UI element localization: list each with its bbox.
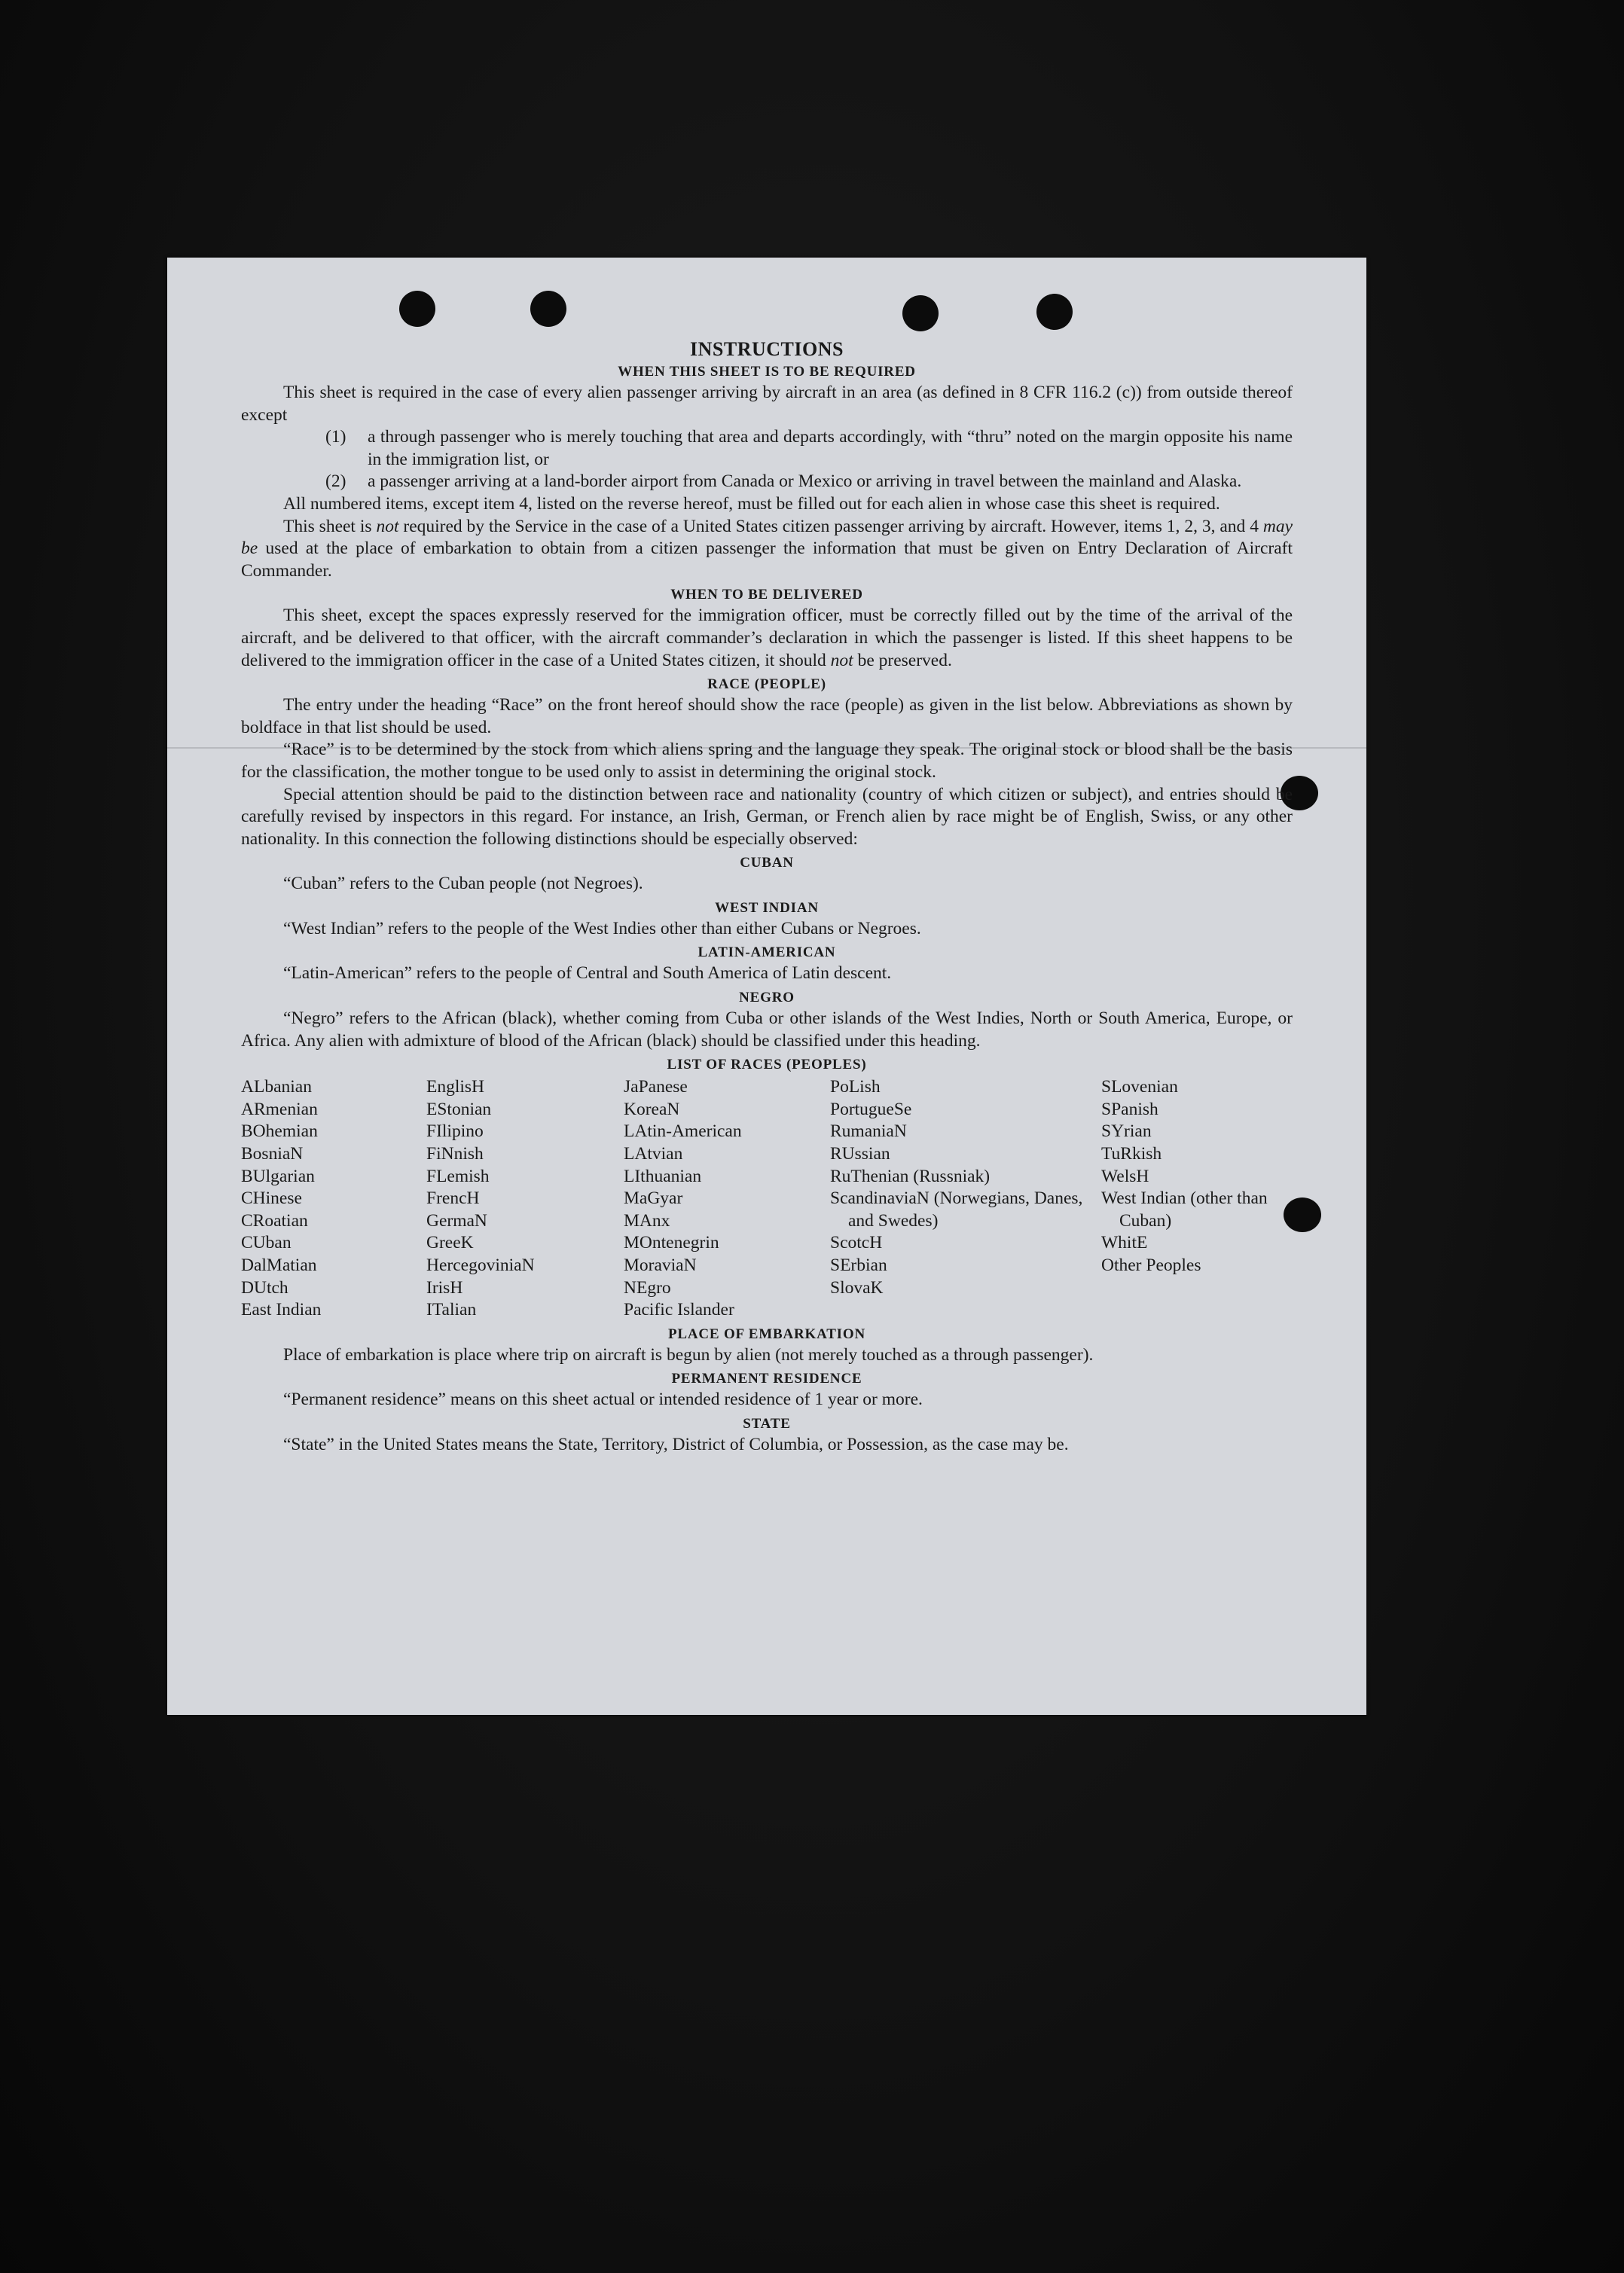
- section-heading-west-indian: WEST INDIAN: [715, 899, 819, 916]
- text-run: used at the place of embarkation to obtain from a citizen passenger the information that must be given on Entry Declaration of Aircraft Commander.: [241, 539, 1293, 581]
- race-entry: MAnx: [624, 1210, 670, 1231]
- section-heading-when-delivered: WHEN TO BE DELIVERED: [670, 587, 863, 603]
- section-heading-permanent-residence: PERMANENT RESIDENCE: [671, 1371, 862, 1387]
- race-entry: DalMatian: [241, 1255, 317, 1275]
- race-entry: GreeK: [426, 1233, 474, 1253]
- list-item: [241, 471, 1293, 493]
- race-entry: KoreaN: [624, 1099, 680, 1119]
- race-entry: IrisH: [426, 1277, 463, 1298]
- race-entry: MoraviaN: [624, 1255, 697, 1275]
- race-entry: East Indian: [241, 1300, 322, 1320]
- races-column: [1101, 1076, 1293, 1322]
- paragraph: “Latin-American” refers to the people of Central and South America of Latin descent.: [283, 963, 892, 984]
- item-number: (1): [325, 427, 346, 447]
- race-entry: ITalian: [426, 1300, 477, 1320]
- section-heading-race: RACE (PEOPLE): [707, 676, 826, 693]
- race-entry: BosniaN: [241, 1144, 304, 1164]
- race-entry: FLemish: [426, 1166, 490, 1186]
- section-heading-latin-american: LATIN-AMERICAN: [698, 944, 836, 961]
- instruction-sheet: [167, 258, 1366, 1715]
- paragraph: The entry under the heading “Race” on the front hereof should show the race (people) as given in the list below. Abbreviations as shown by boldface in that list should be used.: [241, 695, 1293, 737]
- race-entry: RumaniaN: [830, 1121, 907, 1142]
- paragraph: [241, 516, 1293, 583]
- punch-hole: [902, 295, 939, 331]
- race-entry: SPanish: [1101, 1099, 1158, 1119]
- paragraph: “Negro” refers to the African (black), whether coming from Cuba or other islands of the West Indies, North or South America, Europe, or Africa. Any alien with admixture of blood of the African (black) should be classified under this heading.: [241, 1008, 1293, 1051]
- race-entry: EnglisH: [426, 1077, 485, 1097]
- race-entry: TuRkish: [1101, 1144, 1162, 1164]
- paragraph: All numbered items, except item 4, listed on the reverse hereof, must be filled out for each alien in whose case this sheet is required.: [283, 493, 1220, 514]
- section-heading-when-required: WHEN THIS SHEET IS TO BE REQUIRED: [618, 364, 916, 380]
- paragraph: Special attention should be paid to the distinction between race and nationality (country of which citizen or subject), and entries should be carefully revised by inspectors in this regard. For instance, an Irish, German, or French alien by race might be of English, Swiss, or any other nationality. In this connection the following distinctions should be especially observed:: [241, 784, 1293, 849]
- race-entry: ALbanian: [241, 1077, 312, 1097]
- item-number: (2): [325, 471, 346, 492]
- races-column: [241, 1076, 426, 1322]
- paragraph: “State” in the United States means the State, Territory, District of Columbia, or Possession, as the case may be.: [283, 1434, 1069, 1454]
- paragraph: This sheet is required in the case of every alien passenger arriving by aircraft in an area (as defined in 8 CFR 116.2 (c)) from outside thereof except: [241, 383, 1293, 425]
- race-entry: RuThenian (Russniak): [830, 1166, 991, 1186]
- punch-hole: [1036, 294, 1073, 330]
- paragraph: [241, 605, 1293, 672]
- race-entry: FIlipino: [426, 1121, 484, 1142]
- race-entry: NEgro: [624, 1277, 671, 1298]
- emphasis: not: [830, 650, 853, 670]
- paragraph: “Race” is to be determined by the stock from which aliens spring and the language they speak. The original stock or blood shall be the basis for the classification, the mother tongue to be used only to assist in determining the original stock.: [241, 740, 1293, 782]
- race-entry: WelsH: [1101, 1166, 1149, 1186]
- race-entry: PortugueSe: [830, 1099, 912, 1119]
- race-entry: ARmenian: [241, 1099, 318, 1119]
- race-entry: RUssian: [830, 1144, 890, 1164]
- emphasis: not: [376, 516, 399, 536]
- item-text: a through passenger who is merely touching that area and departs accordingly, with “thru” noted on the margin opposite his name in the immigration list, or: [368, 427, 1293, 469]
- race-entry: LAtin-American: [624, 1121, 742, 1142]
- text-run: be preserved.: [853, 650, 952, 670]
- text-run: required by the Service in the case of a United States citizen passenger arriving by aircraft. However, items 1, 2, 3, and 4: [398, 516, 1263, 536]
- race-entry: West Indian (other than Cuban): [1101, 1188, 1268, 1231]
- race-entry: Pacific Islander: [624, 1300, 734, 1320]
- race-entry: SlovaK: [830, 1277, 884, 1298]
- race-entry: SErbian: [830, 1255, 887, 1275]
- race-entry: ScandinaviaN (Norwegians, Danes, and Swedes): [830, 1188, 1083, 1231]
- section-heading-state: STATE: [743, 1415, 791, 1432]
- instructions-content: [241, 337, 1293, 1457]
- paragraph: “Cuban” refers to the Cuban people (not Negroes).: [283, 874, 643, 894]
- text-run: This sheet, except the spaces expressly reserved for the immigration officer, must be correctly filled out by the time of the arrival of the aircraft, and be delivered to that officer, with the aircraft commander’s declaration in which the passenger is listed. If this sheet happens to be delivered to the immigration officer in the case of a United States citizen, it should: [241, 606, 1293, 670]
- race-entry: LIthuanian: [624, 1166, 702, 1186]
- race-entry: EStonian: [426, 1099, 492, 1119]
- race-entry: CUban: [241, 1233, 292, 1253]
- section-heading-list-of-races: LIST OF RACES (PEOPLES): [667, 1057, 867, 1073]
- race-entry: JaPanese: [624, 1077, 688, 1097]
- text-run: This sheet is: [283, 516, 377, 536]
- list-item: [241, 426, 1293, 471]
- race-entry: CHinese: [241, 1188, 302, 1209]
- race-entry: SYrian: [1101, 1121, 1152, 1142]
- races-list: [241, 1076, 1293, 1322]
- race-entry: HercegoviniaN: [426, 1255, 535, 1275]
- races-column: [624, 1076, 830, 1322]
- race-entry: PoLish: [830, 1077, 881, 1097]
- emphasis: may be: [241, 516, 1293, 559]
- race-entry: BUlgarian: [241, 1166, 315, 1186]
- race-entry: GermaN: [426, 1210, 487, 1231]
- race-entry: CRoatian: [241, 1210, 308, 1231]
- race-entry: ScotcH: [830, 1233, 883, 1253]
- paragraph: “Permanent residence” means on this sheet actual or intended residence of 1 year or more.: [283, 1390, 923, 1410]
- page-title: INSTRUCTIONS: [690, 338, 844, 360]
- race-entry: DUtch: [241, 1277, 288, 1298]
- paragraph: Place of embarkation is place where trip on aircraft is begun by alien (not merely touched as a through passenger).: [283, 1344, 1094, 1365]
- race-entry: MaGyar: [624, 1188, 683, 1209]
- paragraph: “West Indian” refers to the people of the West Indies other than either Cubans or Negroes.: [283, 918, 921, 938]
- section-heading-cuban: CUBAN: [740, 855, 794, 871]
- item-text: a passenger arriving at a land-border airport from Canada or Mexico or arriving in travel between the mainland and Alaska.: [368, 471, 1242, 492]
- races-column: [830, 1076, 1101, 1322]
- race-entry: FrencH: [426, 1188, 480, 1209]
- race-entry: FiNnish: [426, 1144, 484, 1164]
- race-entry: MOntenegrin: [624, 1233, 719, 1253]
- punch-hole: [399, 291, 435, 327]
- race-entry: WhitE: [1101, 1233, 1148, 1253]
- section-heading-negro: NEGRO: [739, 990, 795, 1006]
- race-entry: SLovenian: [1101, 1077, 1178, 1097]
- punch-hole: [530, 291, 566, 327]
- race-entry: BOhemian: [241, 1121, 318, 1142]
- race-entry: LAtvian: [624, 1144, 683, 1164]
- race-entry: Other Peoples: [1101, 1255, 1201, 1275]
- section-heading-place-of-embarkation: PLACE OF EMBARKATION: [668, 1326, 865, 1342]
- races-column: [426, 1076, 624, 1322]
